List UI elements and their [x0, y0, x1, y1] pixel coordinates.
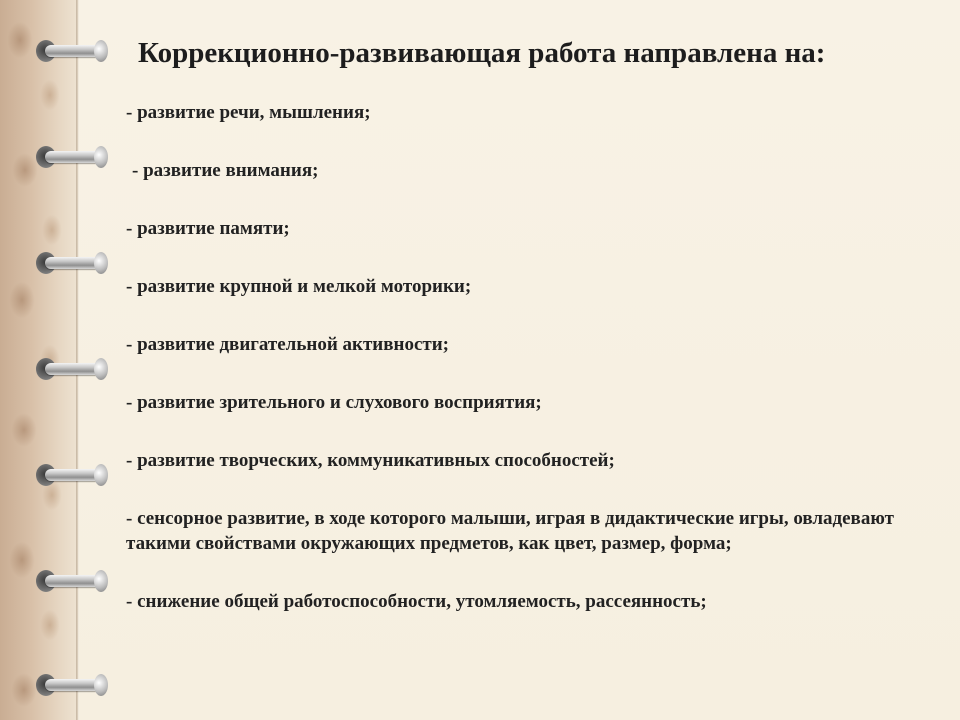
slide-title: Коррекционно-развивающая работа направлена на: — [138, 37, 826, 69]
spiral-binding-ring-icon — [36, 356, 108, 382]
list-item: - развитие двигательной активности; — [126, 334, 449, 355]
ring-cap — [94, 146, 108, 168]
ring-bar — [45, 679, 101, 691]
ring-bar — [45, 45, 101, 57]
spiral-binding-ring-icon — [36, 250, 108, 276]
slide-content — [126, 34, 936, 647]
ring-cap — [94, 358, 108, 380]
list-item: - развитие творческих, коммуникативных способностей; — [126, 450, 615, 471]
list-item: - развитие памяти; — [126, 218, 290, 239]
ring-cap — [94, 252, 108, 274]
ring-bar — [45, 151, 101, 163]
bullet-list — [126, 100, 936, 614]
spiral-binding-ring-icon — [36, 144, 108, 170]
list-item: - развитие зрительного и слухового восприятия; — [126, 392, 542, 413]
ring-cap — [94, 464, 108, 486]
list-item: - развитие внимания; — [132, 160, 319, 181]
ring-bar — [45, 575, 101, 587]
ring-cap — [94, 40, 108, 62]
spiral-binding-ring-icon — [36, 38, 108, 64]
spiral-binding-ring-icon — [36, 672, 108, 698]
ring-bar — [45, 469, 101, 481]
ring-bar — [45, 363, 101, 375]
ring-cap — [94, 570, 108, 592]
ring-cap — [94, 674, 108, 696]
list-item: - развитие крупной и мелкой моторики; — [126, 276, 472, 297]
ring-bar — [45, 257, 101, 269]
list-item: - развитие речи, мышления; — [126, 102, 371, 123]
list-item: - сенсорное развитие, в ходе которого малыши, играя в дидактические игры, овладевают такими свойствами окружающих предметов, как цвет, размер, форма; — [126, 508, 894, 554]
spiral-binding-ring-icon — [36, 568, 108, 594]
list-item: - снижение общей работоспособности, утомляемость, рассеянность; — [126, 591, 707, 612]
spiral-binding-ring-icon — [36, 462, 108, 488]
